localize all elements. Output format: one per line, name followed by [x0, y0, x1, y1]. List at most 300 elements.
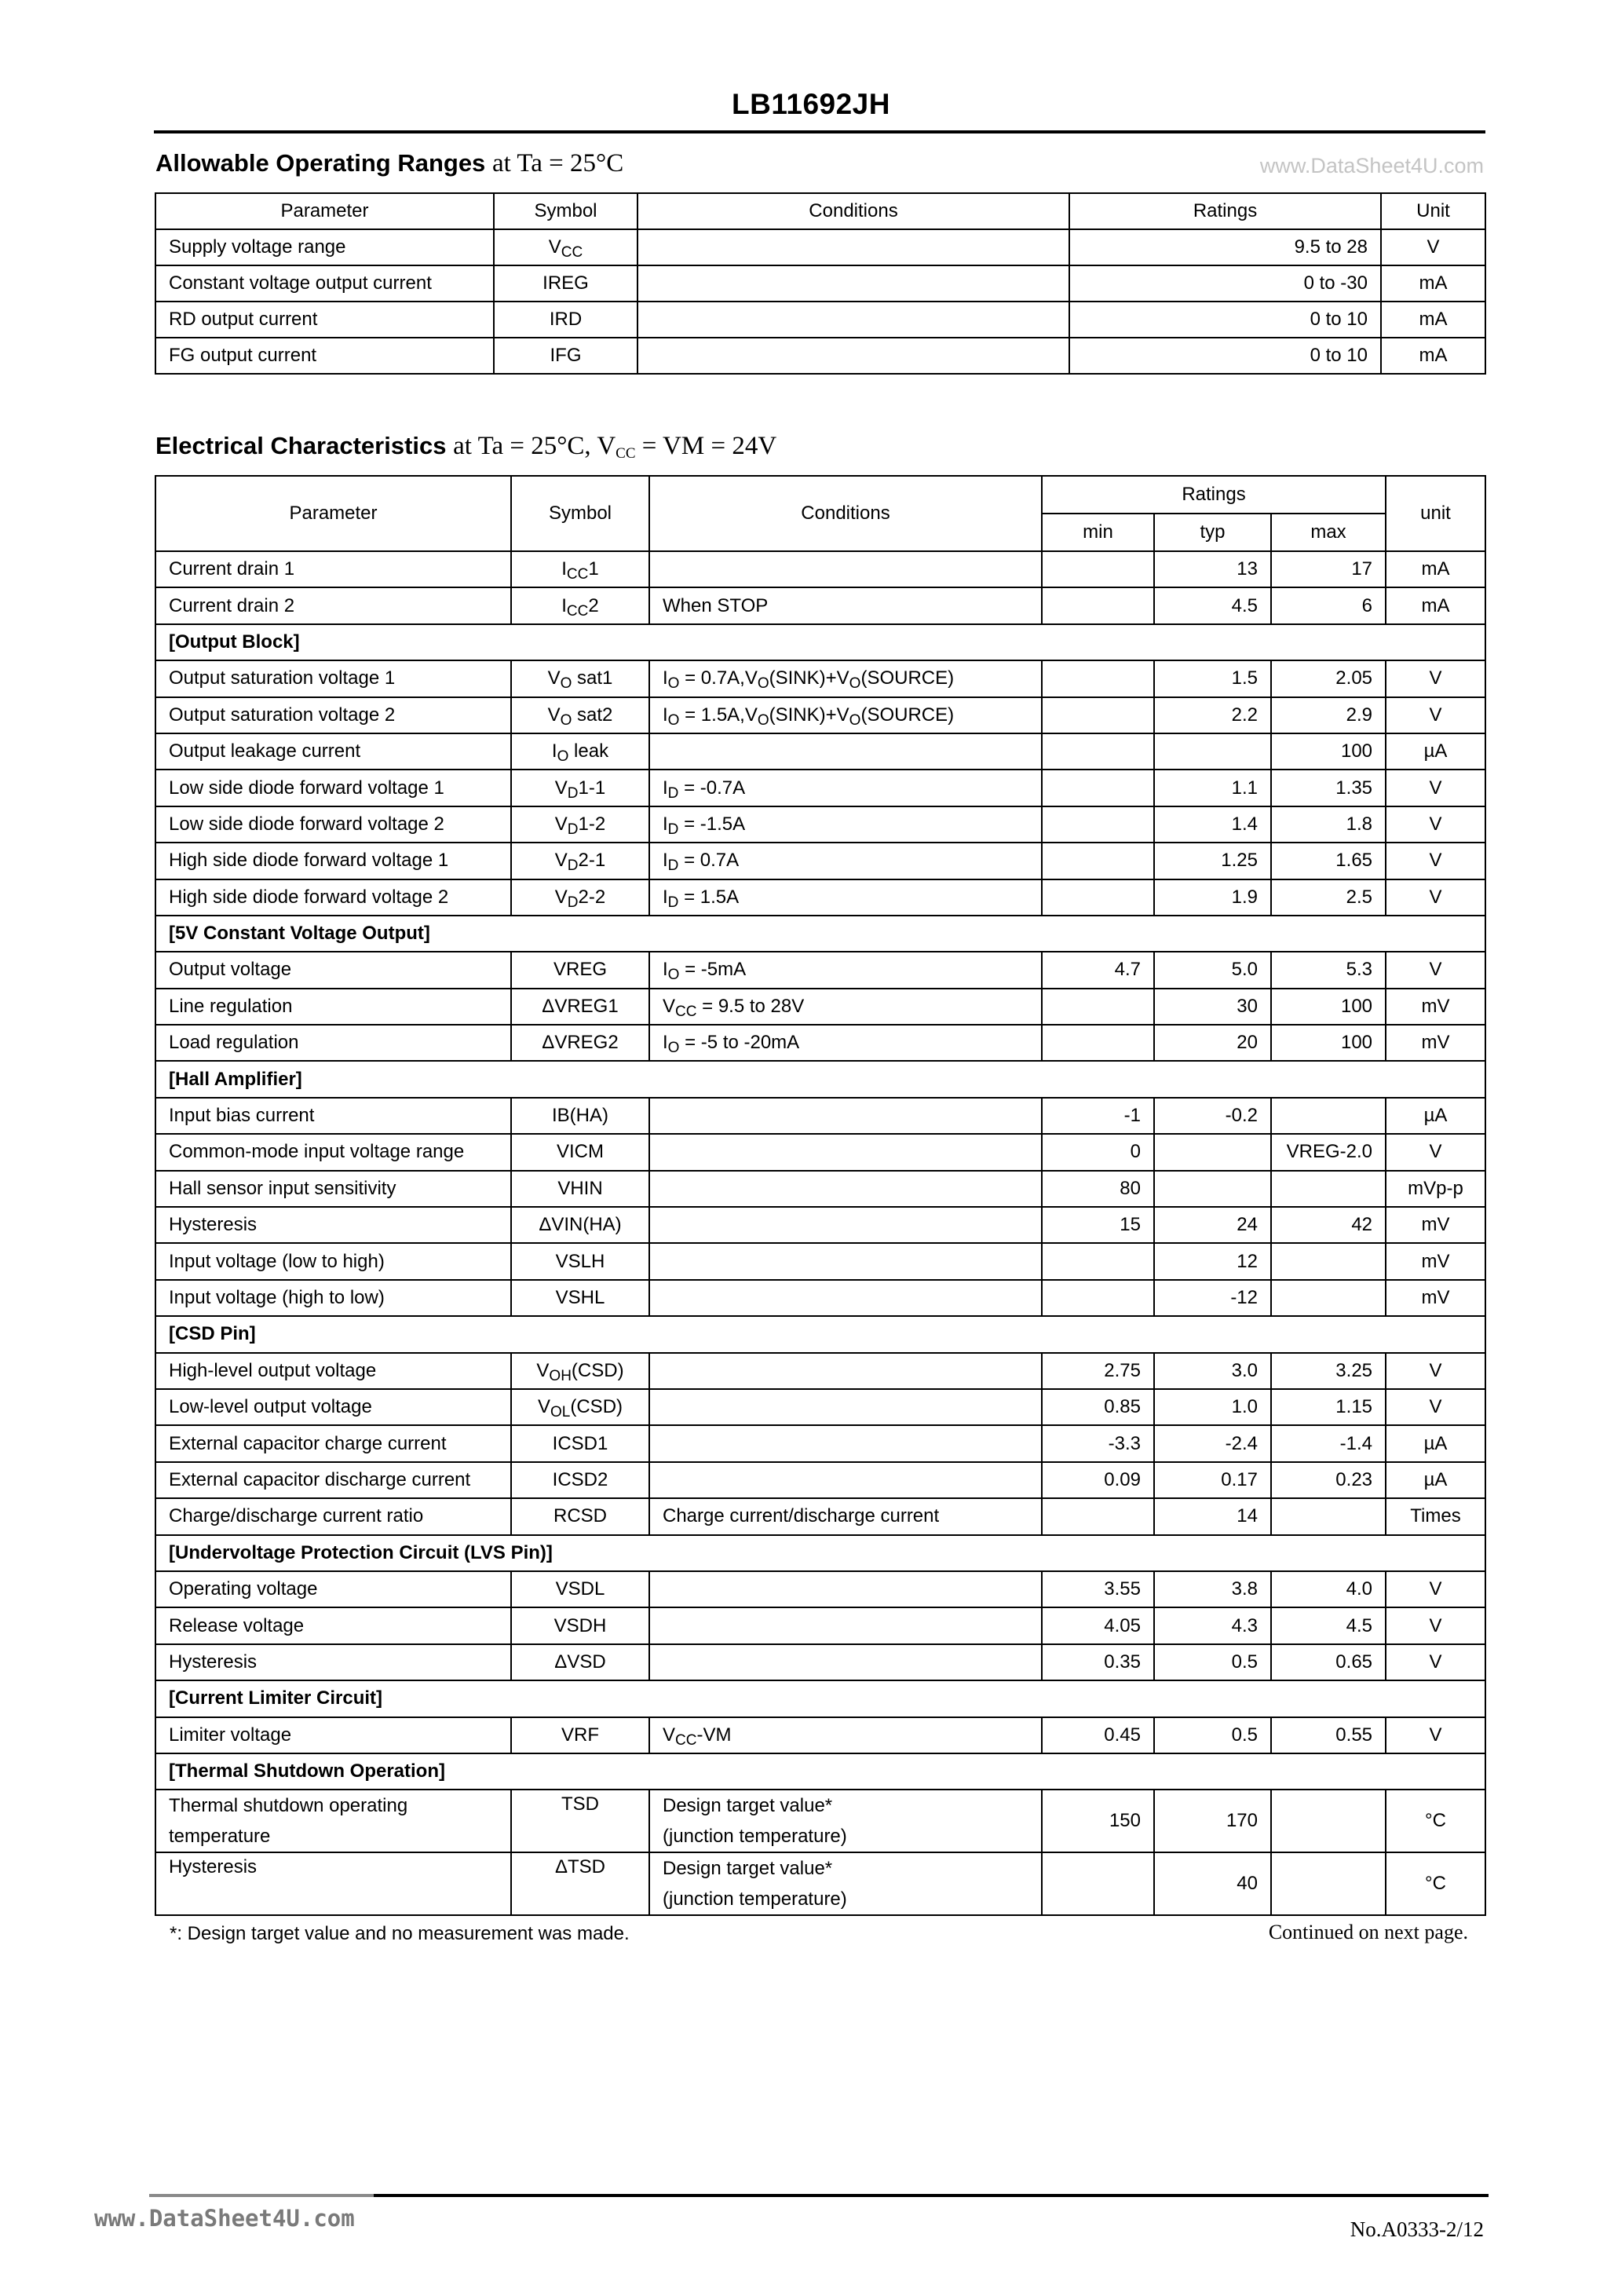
footer-site-link[interactable]: www.DataSheet4U.com [94, 2205, 355, 2232]
cell-typ: 3.0 [1154, 1353, 1271, 1389]
header-parameter: Parameter [155, 476, 511, 551]
cell-conditions [637, 338, 1069, 374]
table-row [155, 697, 1485, 733]
cell-min [1042, 1025, 1154, 1061]
header-unit: unit [1386, 476, 1485, 551]
cell-typ: 4.5 [1154, 587, 1271, 623]
cell-conditions [649, 1717, 1042, 1753]
cell-conditions: When STOP [649, 587, 1042, 623]
cond-part: = 1.5A,V [679, 704, 758, 726]
cell-unit: V [1386, 770, 1485, 806]
symbol-suffix: 1-1 [578, 777, 606, 799]
cond-sub: O [667, 675, 680, 693]
cell-min: 0.35 [1042, 1644, 1154, 1680]
cell-min: 0 [1042, 1134, 1154, 1170]
section-header-row [155, 1535, 1485, 1571]
cell-symbol: VRF [511, 1717, 649, 1753]
cell-parameter: Constant voltage output current [155, 265, 494, 302]
table-row [155, 1717, 1485, 1753]
cell-min: -3.3 [1042, 1425, 1154, 1461]
cell-conditions [649, 551, 1042, 587]
table-row [155, 587, 1485, 623]
cond-part: (SINK)+V [769, 667, 849, 689]
cell-parameter: Load regulation [155, 1025, 511, 1061]
cond-part: -VM [696, 1724, 732, 1746]
table-row [155, 1207, 1485, 1243]
cell-ratings: 0 to 10 [1069, 338, 1381, 374]
cell-min [1042, 806, 1154, 843]
cell-typ: 0.17 [1154, 1462, 1271, 1498]
cell-parameter: Hysteresis [155, 1852, 511, 1915]
table-row [155, 806, 1485, 843]
cell-typ: 1.25 [1154, 843, 1271, 879]
cell-max: 1.15 [1271, 1389, 1386, 1425]
symbol-sub: O [557, 748, 569, 766]
cell-parameter: Output saturation voltage 1 [155, 660, 511, 696]
header-typ: typ [1154, 514, 1271, 551]
symbol-sub: O [560, 711, 572, 729]
symbol-main: I [561, 594, 567, 616]
header-conditions: Conditions [637, 193, 1069, 229]
cell-max: 6 [1271, 587, 1386, 623]
table-row [155, 1243, 1485, 1279]
cell-unit: mA [1381, 302, 1485, 338]
cell-parameter: Operating voltage [155, 1571, 511, 1607]
cell-typ: 1.1 [1154, 770, 1271, 806]
cell-min [1042, 843, 1154, 879]
symbol-suffix: (CSD) [570, 1396, 623, 1418]
table-row [155, 1790, 1485, 1852]
cond-sub: D [667, 784, 679, 802]
cell-unit: V [1386, 1134, 1485, 1170]
cell-min: 80 [1042, 1171, 1154, 1207]
cell-min: 15 [1042, 1207, 1154, 1243]
cell-unit: µA [1386, 1098, 1485, 1134]
cell-parameter: Output saturation voltage 2 [155, 697, 511, 733]
cell-conditions [649, 697, 1042, 733]
cell-parameter: High side diode forward voltage 2 [155, 879, 511, 916]
cell-conditions [649, 879, 1042, 916]
table-row [155, 1607, 1485, 1643]
symbol-sub: D [567, 894, 579, 911]
header-ratings: Ratings [1069, 193, 1381, 229]
section-header-5v-constant-voltage: [5V Constant Voltage Output] [155, 916, 1485, 952]
cell-conditions [649, 733, 1042, 770]
footer-rule-accent [149, 2194, 374, 2197]
cell-conditions [637, 229, 1069, 265]
table-row [155, 1171, 1485, 1207]
cell-typ: 14 [1154, 1498, 1271, 1534]
cell-max: 0.65 [1271, 1644, 1386, 1680]
cell-symbol: VREG [511, 952, 649, 988]
cell-typ: 1.4 [1154, 806, 1271, 843]
symbol-sub: D [567, 857, 579, 875]
cond-line-1: Design target value* [663, 1858, 833, 1880]
cell-symbol [511, 697, 649, 733]
symbol-sub: O [560, 675, 572, 693]
cell-unit: °C [1386, 1852, 1485, 1915]
cell-typ: 1.9 [1154, 879, 1271, 916]
table-row [155, 843, 1485, 879]
ec-condition-sub: CC [616, 445, 636, 462]
cond-sub: O [667, 1040, 680, 1057]
cell-min [1042, 879, 1154, 916]
cond-part: = -0.7A [678, 777, 746, 799]
table-row [155, 1280, 1485, 1316]
cell-unit: mV [1386, 1207, 1485, 1243]
cell-typ [1154, 733, 1271, 770]
cell-typ: 30 [1154, 989, 1271, 1025]
cell-conditions [649, 1243, 1042, 1279]
watermark[interactable]: www.DataSheet4U.com [1259, 154, 1484, 177]
cond-part: I [663, 667, 668, 689]
cell-unit: V [1386, 1607, 1485, 1643]
table-row [155, 229, 1485, 265]
cond-part: V [663, 995, 676, 1017]
cell-conditions: Charge current/discharge current [649, 1498, 1042, 1534]
cond-part: I [663, 777, 668, 799]
cell-symbol: IREG [494, 265, 637, 302]
aor-section-title [155, 149, 623, 178]
symbol-suffix: 2-2 [578, 886, 606, 908]
cell-max: 3.25 [1271, 1353, 1386, 1389]
cell-typ: 2.2 [1154, 697, 1271, 733]
symbol-suffix: 2-1 [578, 850, 606, 872]
page-number: No.A0333-2/12 [1350, 2217, 1484, 2241]
cell-parameter: Input voltage (low to high) [155, 1243, 511, 1279]
symbol-main: V [554, 813, 568, 835]
cond-part: (SOURCE) [860, 667, 955, 689]
cond-part: = -5 to -20mA [679, 1032, 800, 1054]
cell-min [1042, 1243, 1154, 1279]
cell-unit: Times [1386, 1498, 1485, 1534]
table-row [155, 1852, 1485, 1915]
symbol-sub: CC [566, 566, 589, 583]
cell-min [1042, 1852, 1154, 1915]
cond-sub: O [667, 967, 680, 984]
cell-parameter: FG output current [155, 338, 494, 374]
cell-min [1042, 660, 1154, 696]
cell-symbol [511, 660, 649, 696]
cond-part: = 0.7A [678, 850, 740, 872]
cell-max [1271, 1498, 1386, 1534]
cell-symbol [511, 770, 649, 806]
cell-max: VREG-2.0 [1271, 1134, 1386, 1170]
cell-symbol: ΔTSD [511, 1852, 649, 1915]
table-row [155, 1498, 1485, 1534]
cell-parameter: Current drain 2 [155, 587, 511, 623]
cell-symbol: ICSD2 [511, 1462, 649, 1498]
cell-unit: °C [1386, 1790, 1485, 1852]
cell-conditions [649, 1171, 1042, 1207]
cell-max [1271, 1852, 1386, 1915]
cell-typ: 24 [1154, 1207, 1271, 1243]
cell-unit: mV [1386, 989, 1485, 1025]
cell-unit: V [1386, 697, 1485, 733]
cond-part: I [663, 704, 668, 726]
symbol-main: V [536, 1359, 550, 1381]
cond-part: V [663, 1724, 676, 1746]
cell-min: 4.05 [1042, 1607, 1154, 1643]
cell-min: 4.7 [1042, 952, 1154, 988]
header-unit: Unit [1381, 193, 1485, 229]
cond-sub: D [667, 857, 679, 875]
cell-conditions [649, 770, 1042, 806]
cell-unit: V [1386, 1353, 1485, 1389]
ec-title-text: Electrical Characteristics [155, 432, 447, 459]
cond-line-2: (junction temperature) [663, 1888, 847, 1910]
cell-typ: 5.0 [1154, 952, 1271, 988]
table-row [155, 1134, 1485, 1170]
cell-conditions [649, 1852, 1042, 1915]
header-min: min [1042, 514, 1154, 551]
section-header-row [155, 1316, 1485, 1352]
cell-ratings: 0 to 10 [1069, 302, 1381, 338]
ec-condition-pre: at Ta = 25°C, V [453, 432, 616, 460]
cell-parameter: Hall sensor input sensitivity [155, 1171, 511, 1207]
cell-conditions [649, 1134, 1042, 1170]
cell-unit: V [1386, 660, 1485, 696]
cond-sub: O [849, 711, 861, 729]
cell-symbol: ΔVREG2 [511, 1025, 649, 1061]
cell-parameter: RD output current [155, 302, 494, 338]
cell-parameter: Low side diode forward voltage 1 [155, 770, 511, 806]
ec-condition [453, 432, 776, 460]
cell-typ: 0.5 [1154, 1717, 1271, 1753]
cell-unit: µA [1386, 1425, 1485, 1461]
table-row [155, 1462, 1485, 1498]
cond-sub: O [757, 711, 769, 729]
param-line-1: Thermal shutdown operating [169, 1795, 408, 1817]
table-row [155, 952, 1485, 988]
cell-symbol: ΔVREG1 [511, 989, 649, 1025]
cell-min [1042, 770, 1154, 806]
title-rule [154, 130, 1485, 133]
cell-conditions [649, 989, 1042, 1025]
cell-symbol: ICSD1 [511, 1425, 649, 1461]
cell-parameter: Charge/discharge current ratio [155, 1498, 511, 1534]
section-header-row [155, 1061, 1485, 1097]
cell-parameter: High-level output voltage [155, 1353, 511, 1389]
section-header-undervoltage-protection: [Undervoltage Protection Circuit (LVS Pin)] [155, 1535, 1485, 1571]
header-max: max [1271, 514, 1386, 551]
cell-conditions [649, 1389, 1042, 1425]
cell-parameter: Supply voltage range [155, 229, 494, 265]
cell-symbol [511, 1353, 649, 1389]
header-parameter: Parameter [155, 193, 494, 229]
cell-unit: V [1386, 843, 1485, 879]
cond-part: I [663, 886, 668, 908]
cell-max: 1.35 [1271, 770, 1386, 806]
cell-unit: µA [1386, 1462, 1485, 1498]
cell-parameter: Low side diode forward voltage 2 [155, 806, 511, 843]
cell-conditions [649, 1571, 1042, 1607]
cell-min: 0.85 [1042, 1389, 1154, 1425]
cell-max: 0.23 [1271, 1462, 1386, 1498]
table-row [155, 1353, 1485, 1389]
cell-ratings: 9.5 to 28 [1069, 229, 1381, 265]
cell-parameter: Limiter voltage [155, 1717, 511, 1753]
table-row [155, 770, 1485, 806]
cell-unit: mV [1386, 1280, 1485, 1316]
cell-typ: 4.3 [1154, 1607, 1271, 1643]
cond-part: (SINK)+V [769, 704, 849, 726]
cell-conditions [637, 265, 1069, 302]
cond-part: I [663, 959, 668, 981]
cell-max: 2.05 [1271, 660, 1386, 696]
cell-unit: mA [1381, 265, 1485, 302]
cell-unit: V [1386, 1571, 1485, 1607]
cell-unit: mA [1381, 338, 1485, 374]
cell-typ: 13 [1154, 551, 1271, 587]
cell-max: 2.9 [1271, 697, 1386, 733]
cell-conditions [649, 843, 1042, 879]
cell-symbol: VSDH [511, 1607, 649, 1643]
cell-conditions [649, 1790, 1042, 1852]
table-row [155, 989, 1485, 1025]
symbol-suffix: (CSD) [571, 1359, 624, 1381]
cell-typ: 170 [1154, 1790, 1271, 1852]
cell-max [1271, 1098, 1386, 1134]
cell-conditions [649, 1425, 1042, 1461]
cell-symbol [511, 733, 649, 770]
cell-typ: 0.5 [1154, 1644, 1271, 1680]
cell-parameter: Low-level output voltage [155, 1389, 511, 1425]
cell-unit: V [1386, 1644, 1485, 1680]
cell-symbol [511, 806, 649, 843]
cond-sub: D [667, 821, 679, 838]
cell-typ [1154, 1171, 1271, 1207]
cell-parameter: Input voltage (high to low) [155, 1280, 511, 1316]
cell-symbol [511, 551, 649, 587]
symbol-main: V [547, 704, 561, 726]
symbol-suffix: 2 [588, 594, 599, 616]
cell-min: 150 [1042, 1790, 1154, 1852]
cell-max: -1.4 [1271, 1425, 1386, 1461]
cell-parameter: Current drain 1 [155, 551, 511, 587]
header-ratings: Ratings [1042, 476, 1386, 514]
table-row [155, 1389, 1485, 1425]
cell-conditions [649, 1644, 1042, 1680]
cond-part: (SOURCE) [860, 704, 955, 726]
cond-part: I [663, 813, 668, 835]
cond-sub: O [667, 711, 680, 729]
header-conditions: Conditions [649, 476, 1042, 551]
symbol-main: V [547, 667, 561, 689]
continued-note: Continued on next page. [1268, 1921, 1468, 1943]
cond-part: = 9.5 to 28V [696, 995, 805, 1017]
symbol-main: V [537, 1396, 550, 1418]
cell-conditions [649, 1607, 1042, 1643]
cell-typ: -0.2 [1154, 1098, 1271, 1134]
cell-parameter: Hysteresis [155, 1644, 511, 1680]
cell-conditions [649, 1280, 1042, 1316]
cell-unit: V [1381, 229, 1485, 265]
table-row [155, 551, 1485, 587]
footnote: *: Design target value and no measurement was made. [170, 1923, 630, 1944]
cell-conditions [649, 1025, 1042, 1061]
cell-conditions [649, 1098, 1042, 1134]
table-header-row [155, 193, 1485, 229]
cell-parameter: Input bias current [155, 1098, 511, 1134]
cell-symbol [511, 879, 649, 916]
cell-symbol: VICM [511, 1134, 649, 1170]
cell-symbol [511, 1389, 649, 1425]
cell-typ: 1.0 [1154, 1389, 1271, 1425]
cell-typ: 20 [1154, 1025, 1271, 1061]
symbol-suffix: sat1 [572, 667, 613, 689]
section-header-thermal-shutdown: [Thermal Shutdown Operation] [155, 1753, 1485, 1790]
table-row [155, 1644, 1485, 1680]
cell-conditions [649, 806, 1042, 843]
cell-symbol [511, 843, 649, 879]
symbol-main: V [554, 886, 568, 908]
ec-section-title [155, 432, 776, 461]
symbol-suffix: sat2 [572, 704, 613, 726]
cond-part: = -5mA [679, 959, 747, 981]
cond-sub: D [667, 894, 679, 911]
cell-max: 42 [1271, 1207, 1386, 1243]
cell-max: 0.55 [1271, 1717, 1386, 1753]
symbol-suffix: leak [568, 740, 609, 762]
section-header-row [155, 1753, 1485, 1790]
electrical-characteristics-table [155, 475, 1486, 1916]
cell-max: 5.3 [1271, 952, 1386, 988]
cell-max: 100 [1271, 989, 1386, 1025]
cell-min [1042, 587, 1154, 623]
table-row [155, 1098, 1485, 1134]
symbol-suffix: 1-2 [578, 813, 606, 835]
cell-symbol: ΔVIN(HA) [511, 1207, 649, 1243]
symbol-suffix: 1 [588, 558, 599, 580]
cell-max: 1.8 [1271, 806, 1386, 843]
table-row [155, 302, 1485, 338]
cond-part: I [663, 1032, 668, 1054]
param-line-2: temperature [169, 1826, 271, 1848]
header-symbol: Symbol [494, 193, 637, 229]
cell-unit: mV [1386, 1243, 1485, 1279]
cell-min [1042, 697, 1154, 733]
section-header-hall-amplifier: [Hall Amplifier] [155, 1061, 1485, 1097]
cell-max: 100 [1271, 733, 1386, 770]
cond-part: = -1.5A [678, 813, 746, 835]
cell-typ: -12 [1154, 1280, 1271, 1316]
cell-unit: mA [1386, 551, 1485, 587]
cell-typ: 12 [1154, 1243, 1271, 1279]
cell-symbol: RCSD [511, 1498, 649, 1534]
table-row [155, 1571, 1485, 1607]
cell-parameter: Common-mode input voltage range [155, 1134, 511, 1170]
symbol-main: V [554, 777, 568, 799]
table-header-row [155, 476, 1485, 514]
cell-max: 2.5 [1271, 879, 1386, 916]
cell-symbol: VHIN [511, 1171, 649, 1207]
cell-min [1042, 551, 1154, 587]
cell-typ [1154, 1134, 1271, 1170]
cell-parameter: Line regulation [155, 989, 511, 1025]
cell-symbol: IRD [494, 302, 637, 338]
cell-min [1042, 1498, 1154, 1534]
cell-min: 0.45 [1042, 1717, 1154, 1753]
cell-min [1042, 733, 1154, 770]
cell-max: 4.5 [1271, 1607, 1386, 1643]
section-header-csd-pin: [CSD Pin] [155, 1316, 1485, 1352]
cell-symbol: ΔVSD [511, 1644, 649, 1680]
cell-max: 4.0 [1271, 1571, 1386, 1607]
section-header-output-block: [Output Block] [155, 624, 1485, 660]
table-row [155, 338, 1485, 374]
cell-unit: V [1386, 879, 1485, 916]
